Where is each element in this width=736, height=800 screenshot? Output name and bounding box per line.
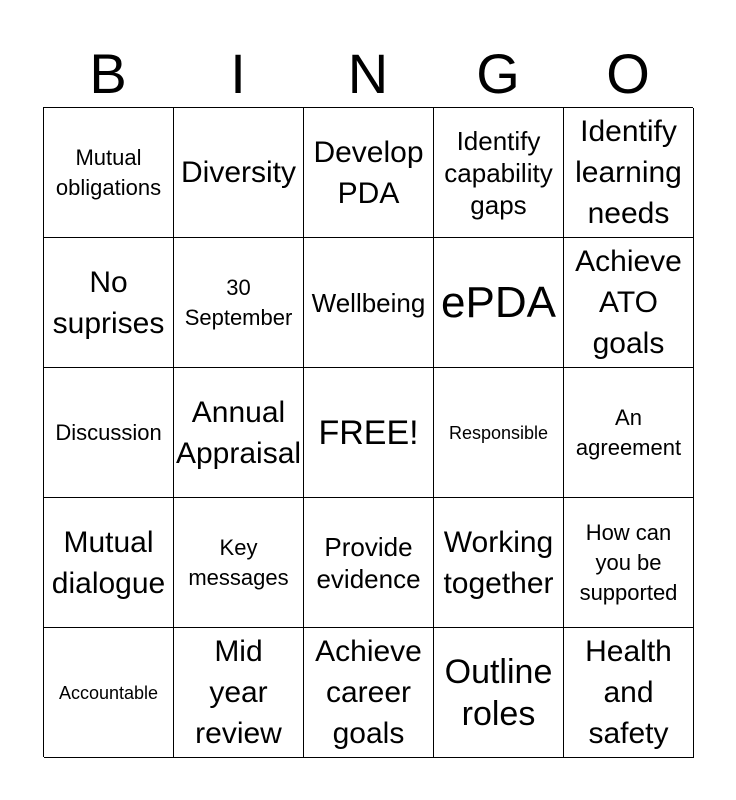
bingo-cell[interactable]: [174, 628, 304, 758]
header-letter-n: N: [347, 42, 389, 105]
bingo-cell[interactable]: [174, 108, 304, 238]
bingo-cell-label: How can you be supported: [579, 519, 678, 605]
bingo-cell-label: Mutual dialogue: [51, 525, 166, 600]
bingo-cell[interactable]: [304, 238, 434, 368]
bingo-cell-label: Health and safety: [585, 635, 672, 750]
bingo-cell[interactable]: [304, 108, 434, 238]
bingo-cell[interactable]: [174, 238, 304, 368]
bingo-cell-label: Wellbeing: [311, 287, 426, 318]
bingo-header: [43, 42, 693, 106]
bingo-cell[interactable]: [304, 368, 434, 498]
bingo-cell-label: Accountable: [58, 682, 159, 703]
bingo-cell-label: Working together: [443, 525, 554, 600]
bingo-cell-label: Outline roles: [444, 652, 553, 733]
bingo-cell-label: Identify learning needs: [575, 115, 682, 230]
bingo-cell[interactable]: [44, 628, 174, 758]
bingo-cell[interactable]: [564, 238, 694, 368]
bingo-cell-label: Responsible: [448, 422, 549, 443]
bingo-cell[interactable]: [44, 108, 174, 238]
bingo-cell-label: Mid year review: [195, 635, 282, 750]
bingo-cell[interactable]: [174, 368, 304, 498]
bingo-cell[interactable]: [44, 498, 174, 628]
header-letter-g: G: [476, 42, 520, 105]
bingo-cell-label: Achieve ATO goals: [575, 245, 682, 360]
bingo-cell[interactable]: [434, 498, 564, 628]
bingo-cell-label: Develop PDA: [313, 135, 424, 210]
bingo-cell[interactable]: [304, 628, 434, 758]
bingo-cell-label: ePDA: [441, 277, 556, 327]
header-letter-o: O: [606, 42, 650, 105]
bingo-cell-label: An agreement: [575, 404, 682, 460]
bingo-cell-label: Key messages: [188, 534, 289, 590]
bingo-cell-label: Diversity: [180, 156, 296, 189]
header-letter-b: B: [89, 42, 127, 105]
bingo-cell[interactable]: [564, 108, 694, 238]
bingo-cell[interactable]: [564, 628, 694, 758]
bingo-cell-label: FREE!: [318, 413, 419, 452]
bingo-cell[interactable]: [564, 498, 694, 628]
bingo-cell[interactable]: [434, 368, 564, 498]
bingo-cell[interactable]: [304, 498, 434, 628]
bingo-cell-label: 30 September: [184, 274, 293, 330]
bingo-cell-label: Identify capability gaps: [444, 125, 553, 220]
bingo-cell[interactable]: [434, 238, 564, 368]
bingo-cell-label: No suprises: [52, 265, 165, 340]
bingo-cell-label: Discussion: [55, 419, 162, 445]
bingo-cell[interactable]: [174, 498, 304, 628]
bingo-cell[interactable]: [44, 238, 174, 368]
bingo-cell-label: Annual Appraisal: [175, 395, 302, 470]
bingo-cell-label: Achieve career goals: [315, 635, 422, 750]
header-letter-i: I: [230, 42, 246, 105]
bingo-cell[interactable]: [434, 108, 564, 238]
bingo-cell[interactable]: [564, 368, 694, 498]
bingo-cell-label: Provide evidence: [316, 531, 421, 594]
bingo-cell-label: Mutual obligations: [55, 144, 162, 200]
bingo-cell[interactable]: [434, 628, 564, 758]
bingo-cell[interactable]: [44, 368, 174, 498]
bingo-grid: [43, 107, 693, 757]
